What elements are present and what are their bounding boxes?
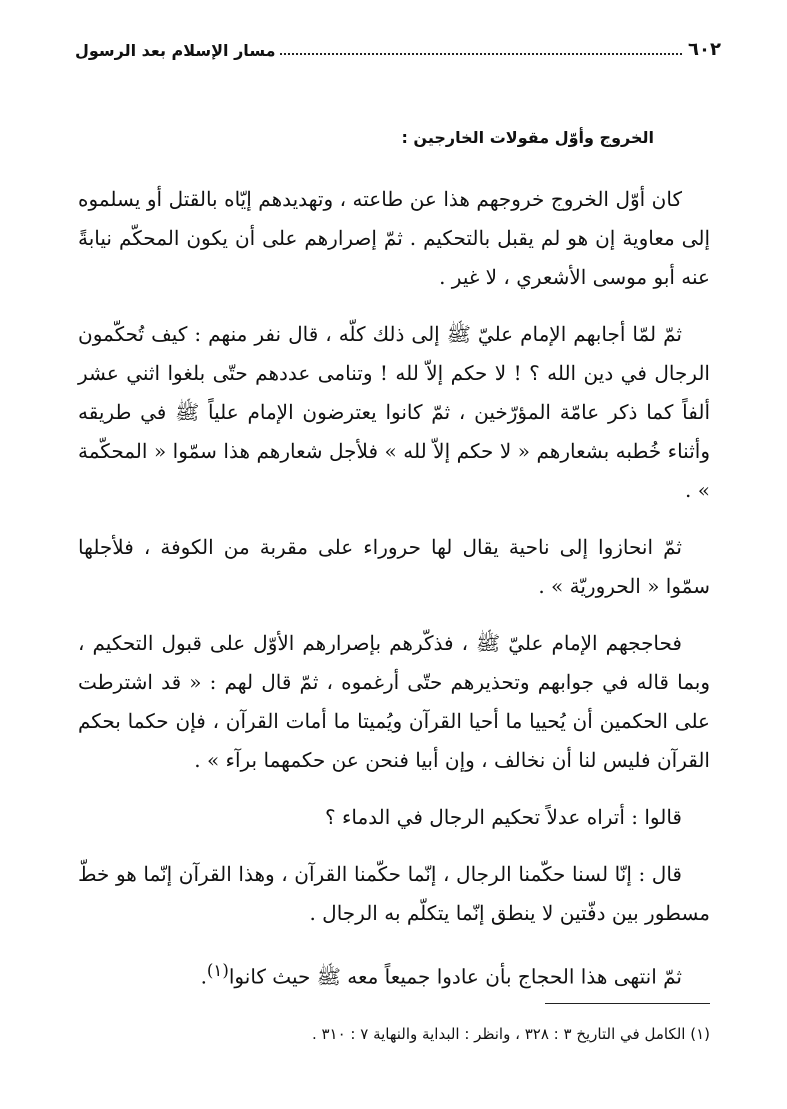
page-number: ٦٠٢: [688, 39, 721, 60]
paragraph-4: فحاججهم الإمام عليّ ﷺ ، فذكّرهم بإصرارهم الأوّل على قبول التحكيم ، وبما قاله في جوابهم وتحذيرهم حتّى أرغموه ، ثمّ قال لهم : « قد اشترطت على الحكمين أن يُحييا ما أحيا القرآن ويُميتا ما أمات القرآن ، فإن حكما بحكم القرآن فليس لنا أن نخالف ، وإن أبيا فنحن عن حكمهما برآء » .: [78, 631, 710, 772]
running-header: [75, 30, 721, 60]
paragraph-3: ثمّ انحازوا إلى ناحية يقال لها حروراء على مقربة من الكوفة ، فلأجلها سمّوا « الحروريّة » .: [78, 535, 710, 598]
paragraph-5: قالوا : أتراه عدلاً تحكيم الرجال في الدماء ؟: [324, 805, 682, 829]
paragraph-7: [78, 951, 710, 997]
book-title: مسار الإسلام بعد الرسول: [75, 41, 276, 60]
paragraph-7-period: .: [200, 964, 207, 989]
paragraph-7-text: ثمّ انتهى هذا الحجاج بأن عادوا جميعاً معه ﷺ حيث كانوا: [228, 964, 682, 989]
footnote-separator: [545, 1003, 710, 1004]
footnote-marker[interactable]: (١): [206, 961, 229, 980]
footnote: (١) الكامل في التاريخ ٣ : ٣٢٨ ، وانظر : البداية والنهاية ٧ : ٣١٠ .: [311, 1025, 710, 1043]
body-text: [78, 180, 710, 1015]
section-heading: الخروج وأوّل مقولات الخارجين :: [401, 128, 654, 147]
paragraph-6: قال : إنّا لسنا حكّمنا الرجال ، إنّما حكّمنا القرآن ، وهذا القرآن إنّما هو خطّ مسطور بين دفّتين لا ينطق إنّما يتكلّم به الرجال .: [78, 862, 710, 925]
header-dot-leader: [280, 35, 683, 55]
paragraph-1: كان أوّل الخروج خروجهم هذا عن طاعته ، وتهديدهم إيّاه بالقتل أو يسلموه إلى معاوية إن هو لم يقبل بالتحكيم . ثمّ إصرارهم على أن يكون المحكّم نيابةً عنه أبو موسى الأشعري ، لا غير .: [78, 187, 710, 289]
paragraph-2: ثمّ لمّا أجابهم الإمام عليّ ﷺ إلى ذلك كلّه ، قال نفر منهم : كيف تُحكّمون الرجال في دين الله ؟ ! لا حكم إلاّ لله ! وتنامى عددهم حتّى بلغوا اثني عشر ألفاً كما ذكر عامّة المؤرّخين ، ثمّ كانوا يعترضون الإمام علياً ﷺ في طريقه وأثناء خُطبه بشعارهم « لا حكم إلاّ لله » فلأجل شعارهم هذا سمّوا « المحكّمة » .: [78, 322, 710, 502]
